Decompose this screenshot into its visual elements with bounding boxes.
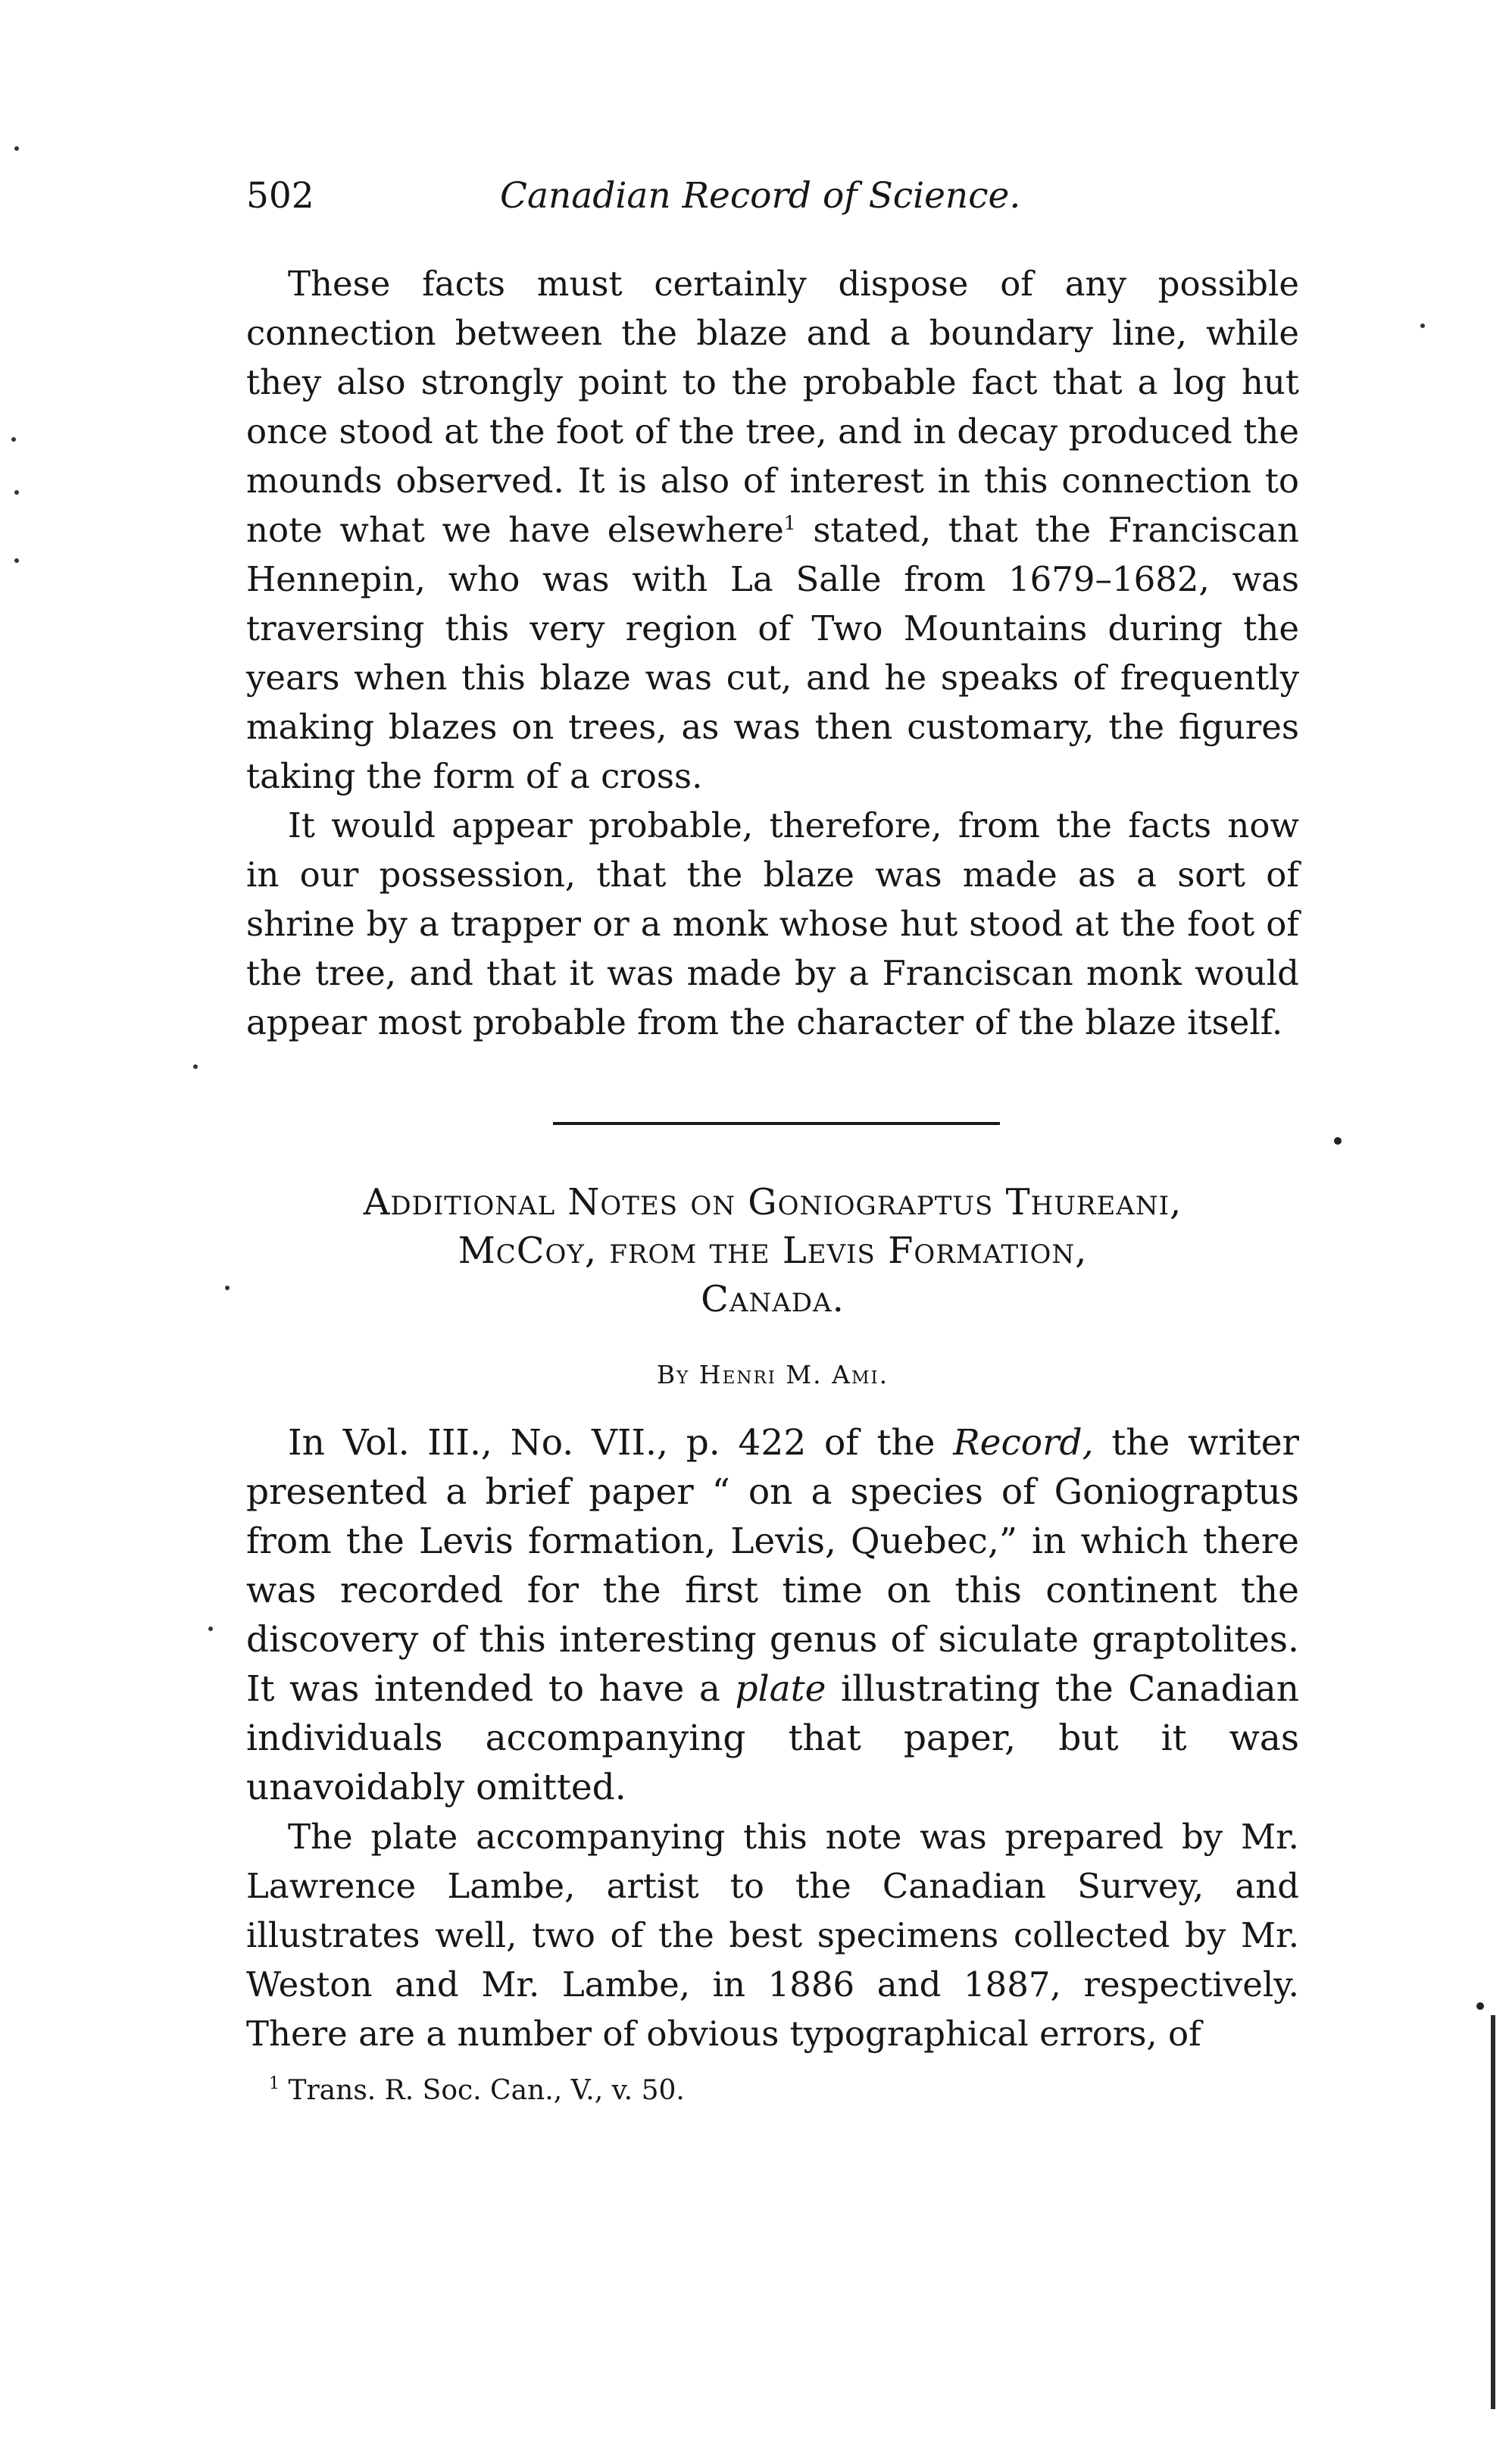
page-number: 502 <box>246 175 314 217</box>
record-italic: Record, <box>953 1422 1094 1464</box>
article-title-line-3: Canada. <box>701 1278 845 1320</box>
paragraph-shrine: It would appear probable, therefore, from the facts now in our possession, that the blaze was made as a sort of shrine by a trapper or a monk whose hut stood at the foot of the tree, and that it was made by a Franciscan monk would appear most probable from the character of the blaze itself. <box>246 805 1299 1042</box>
body-text-top <box>246 259 1299 1047</box>
footnote-ref: 1 <box>783 512 796 534</box>
paragraph-intro <box>246 1418 1299 1812</box>
footnote-marker: 1 <box>269 2074 280 2093</box>
footnote-text: Trans. R. Soc. Can., V., v. 50. <box>280 2075 685 2106</box>
article-title-line-1: Additional Notes on Goniograptus Thureani, <box>363 1181 1182 1223</box>
author-byline: By Henri M. Ami. <box>656 1360 889 1389</box>
plate-italic: plate <box>735 1668 826 1710</box>
article-title <box>220 1178 1326 1323</box>
running-header <box>246 170 1091 223</box>
paragraph-facts-text: These facts must certainly dispose of any possible connection between the blaze and a boundary line, while they also strongly point to the probable fact that a log hut once stood at the foot of the tree, and in decay produced the mounds observed. It is also of interest in this connection to note what we have elsewhere <box>246 264 1299 550</box>
paragraph-plate: The plate accompanying this note was prepared by Mr. Lawrence Lambe, artist to the Canadian Survey, and illustrates well, two of the best specimens collected by Mr. Weston and Mr. Lambe, in 1886 and 1887, respectively. There are a number of obvious typographical errors, of <box>246 1817 1299 2054</box>
paragraph-intro-text: In Vol. III., No. VII., p. 422 of the <box>288 1422 954 1464</box>
body-text-article <box>246 1418 1299 2058</box>
section-divider <box>553 1122 1000 1125</box>
footnote <box>269 2072 685 2110</box>
article-title-line-2: McCoy, from the Levis Formation, <box>458 1230 1088 1272</box>
paragraph-facts <box>246 259 1299 801</box>
running-title: Canadian Record of Science. <box>500 175 1021 217</box>
paragraph-intro-end: illustrating the Canadian individuals accompanying that paper, but it was unavoidably omitted. <box>246 1668 1299 1808</box>
paragraph-intro-middle: the writer presented a brief paper “ on a species of Goniograptus from the Levis formation, Levis, Quebec,” in which there was recorded for the first time on this continent the discovery of this interesting genus of siculate graptolites. It was intended to have a <box>246 1422 1300 1710</box>
paragraph-facts-continued: stated, that the Franciscan Hennepin, who was with La Salle from 1679–1682, was traversing this very region of Two Mountains during the years when this blaze was cut, and he speaks of frequently making blazes on trees, as was then customary, the figures taking the form of a cross. <box>246 510 1300 796</box>
